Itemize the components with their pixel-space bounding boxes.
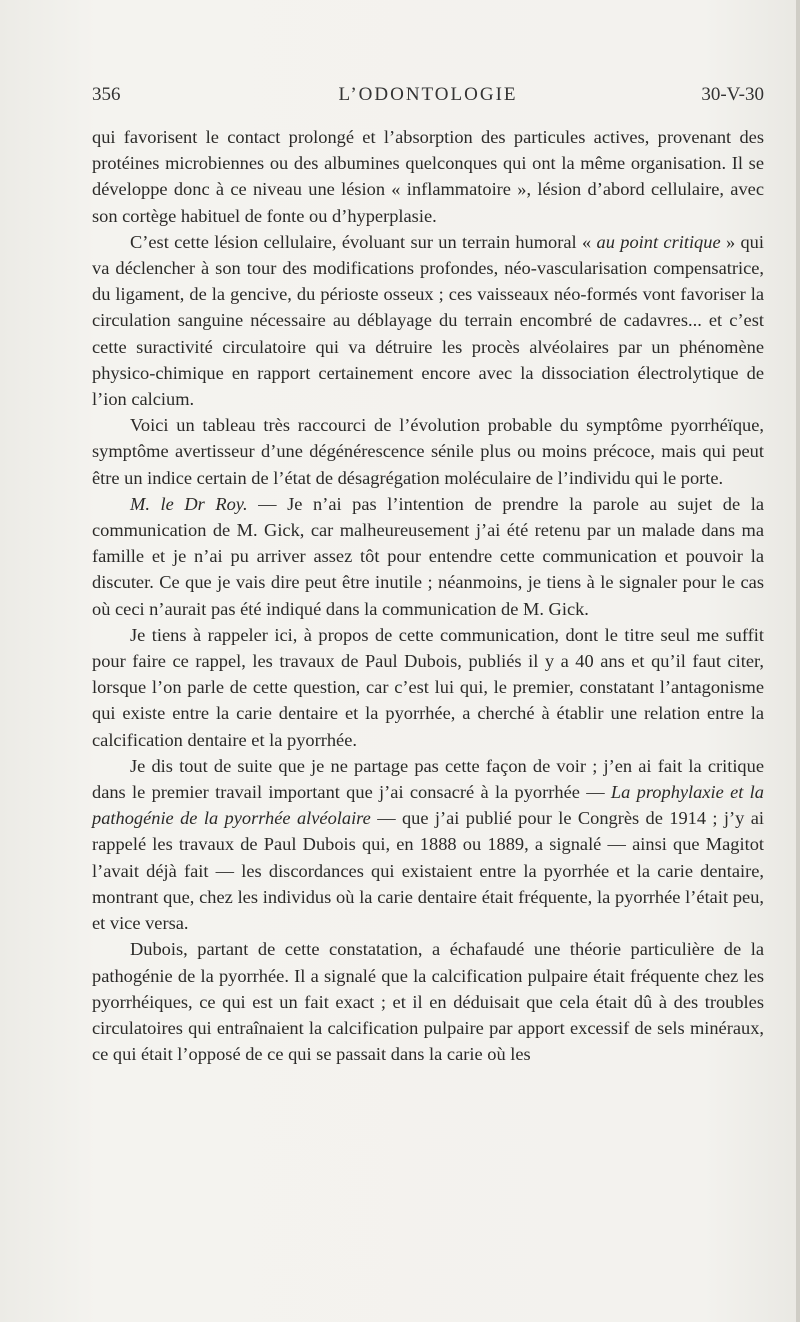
paragraph-4: M. le Dr Roy. — Je n’ai pas l’intention de prendre la parole au sujet de la communication de M. Gick, car malheureusement j’ai été retenu par un malade dans ma famille et je n’ai pu arriver assez tôt pour entendre cette communication et pouvoir la discuter. Ce que je vais dire peut être inutile ; néanmoins, je tiens à le signaler pour le cas où ceci n’aurait pas été indiqué dans la communication de M. Gick. — [92, 493, 764, 619]
paragraph-3: Voici un tableau très raccourci de l’évolution probable du symptôme pyorrhéïque, symptôme avertisseur d’une dégénérescence sénile plus ou moins précoce, mais qui peut être un indice certain de l’état de désagrégation moléculaire de l’individu qui le porte. — [92, 415, 764, 488]
paragraph-7: Dubois, partant de cette constatation, a échafaudé une théorie particulière de la pathogénie de la pyorrhée. Il a signalé que la calcification pulpaire était fréquente chez les pyorrhéiques, ce qui est un fait exact ; et il en déduisait que cela était dû à des troubles circulatoires qui entraînaient la calcification pulpaire par apport excessif de sels minéraux, ce qui était l’opposé de ce qui se passait dans la carie où les — [92, 939, 764, 1065]
paragraph-1: qui favorisent le contact prolongé et l’absorption des particules actives, provenant des protéines microbiennes ou des albumines quelconques qui ont la même organisation. Il se développe donc à ce niveau une lésion « inflammatoire », lésion d’abord cellulaire, avec son cortège habituel de fonte ou d’hyperplasie. — [92, 127, 764, 226]
cited-title: La prophylaxie et la pathogénie de la pyorrhée alvéolaire — [92, 782, 764, 829]
running-header — [92, 84, 764, 112]
body-text — [92, 124, 764, 1067]
running-title: L’ODONTOLOGIE — [338, 84, 518, 105]
page-number: 356 — [92, 84, 121, 105]
paragraph-5: Je tiens à rappeler ici, à propos de cette communication, dont le titre seul me suffit pour faire ce rappel, les travaux de Paul Dubois, publiés il y a 40 ans et qu’il faut citer, lorsque l’on parle de cette question, car c’est lui qui, le premier, constatant l’antagonisme qui existe entre la carie dentaire et la pyorrhée, a cherché à établir une relation entre la calcification dentaire et la pyorrhée. — [92, 624, 764, 750]
paragraph-2: C’est cette lésion cellulaire, évoluant sur un terrain humoral « au point critique » qui va déclencher à son tour des modifications profondes, néo-vascularisation compensatrice, du ligament, de la gencive, du périoste osseux ; ces vaisseaux néo-formés vont favoriser la circulation sanguine nécessaire au déblayage du terrain encombré de cadavres... et c’est cette suractivité circulatoire qui va détruire les procès alvéolaires par un phénomène physico-chimique en rapport certainement encore avec la dissociation électrolytique de l’ion calcium. — [92, 231, 764, 410]
issue-date: 30-V-30 — [701, 84, 764, 105]
paragraph-6: Je dis tout de suite que je ne partage pas cette façon de voir ; j’en ai fait la critique dans le premier travail important que j’ai consacré à la pyorrhée — La prophylaxie et la pathogénie de la pyorrhée alvéolaire — que j’ai publié pour le Congrès de 1914 ; j’y ai rappelé les travaux de Paul Dubois qui, en 1888 ou 1889, a signalé — ainsi que Magitot l’avait déjà fait — les discordances qui existaient entre la pyorrhée et la carie dentaire, montrant que, chez les individus où la carie dentaire était fréquente, la pyorrhée l’était peu, et vice versa. — [92, 755, 764, 934]
page-edge — [796, 0, 800, 1322]
speaker-name: M. le Dr Roy. — [130, 493, 248, 514]
emphasis: au point critique — [596, 231, 721, 252]
